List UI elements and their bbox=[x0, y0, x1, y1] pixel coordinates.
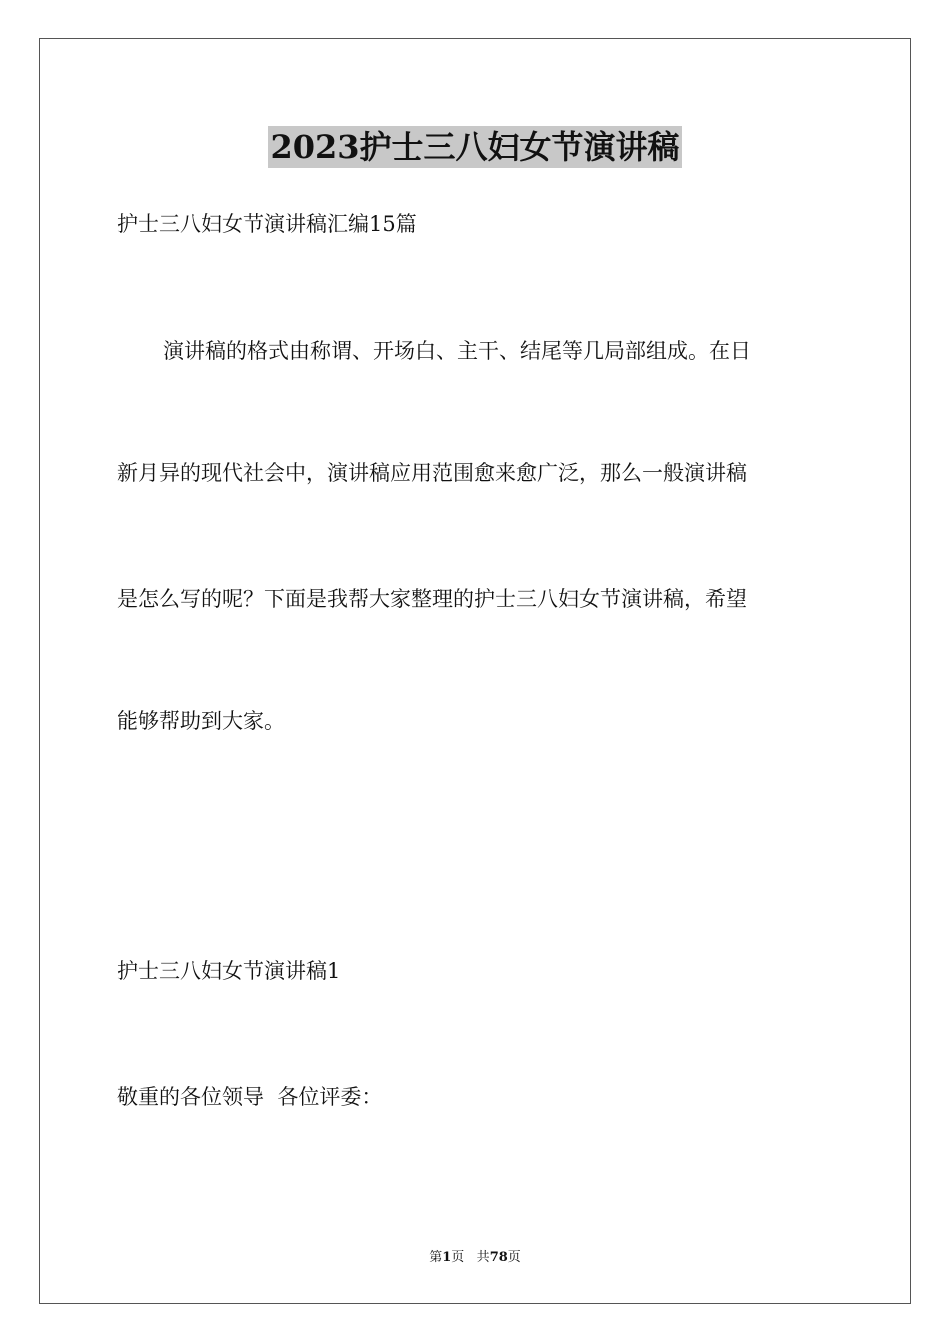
salutation: 敬重的各位领导 各位评委： bbox=[117, 1085, 383, 1109]
intro-line-1: 演讲稿的格式由称谓、开场白、主干、结尾等几局部组成。在日 bbox=[163, 339, 751, 363]
page-prefix: 第 bbox=[429, 1250, 443, 1265]
title-container bbox=[0, 126, 950, 168]
document-subtitle: 护士三八妇女节演讲稿汇编15篇 bbox=[117, 212, 417, 236]
document-title: 2023护士三八妇女节演讲稿 bbox=[270, 128, 680, 166]
total-pages: 78 bbox=[489, 1250, 508, 1265]
page-number: 1 bbox=[442, 1250, 452, 1265]
total-suffix: 页 bbox=[507, 1250, 521, 1265]
page-footer bbox=[0, 1246, 950, 1265]
section-heading: 护士三八妇女节演讲稿1 bbox=[117, 959, 341, 983]
intro-line-3: 是怎么写的呢？下面是我帮大家整理的护士三八妇女节演讲稿，希望 bbox=[117, 587, 747, 611]
intro-line-4: 能够帮助到大家。 bbox=[117, 709, 285, 733]
intro-line-2: 新月异的现代社会中，演讲稿应用范围愈来愈广泛，那么一般演讲稿 bbox=[117, 461, 747, 485]
total-prefix: 共 bbox=[476, 1250, 490, 1265]
page-suffix: 页 bbox=[451, 1250, 465, 1265]
